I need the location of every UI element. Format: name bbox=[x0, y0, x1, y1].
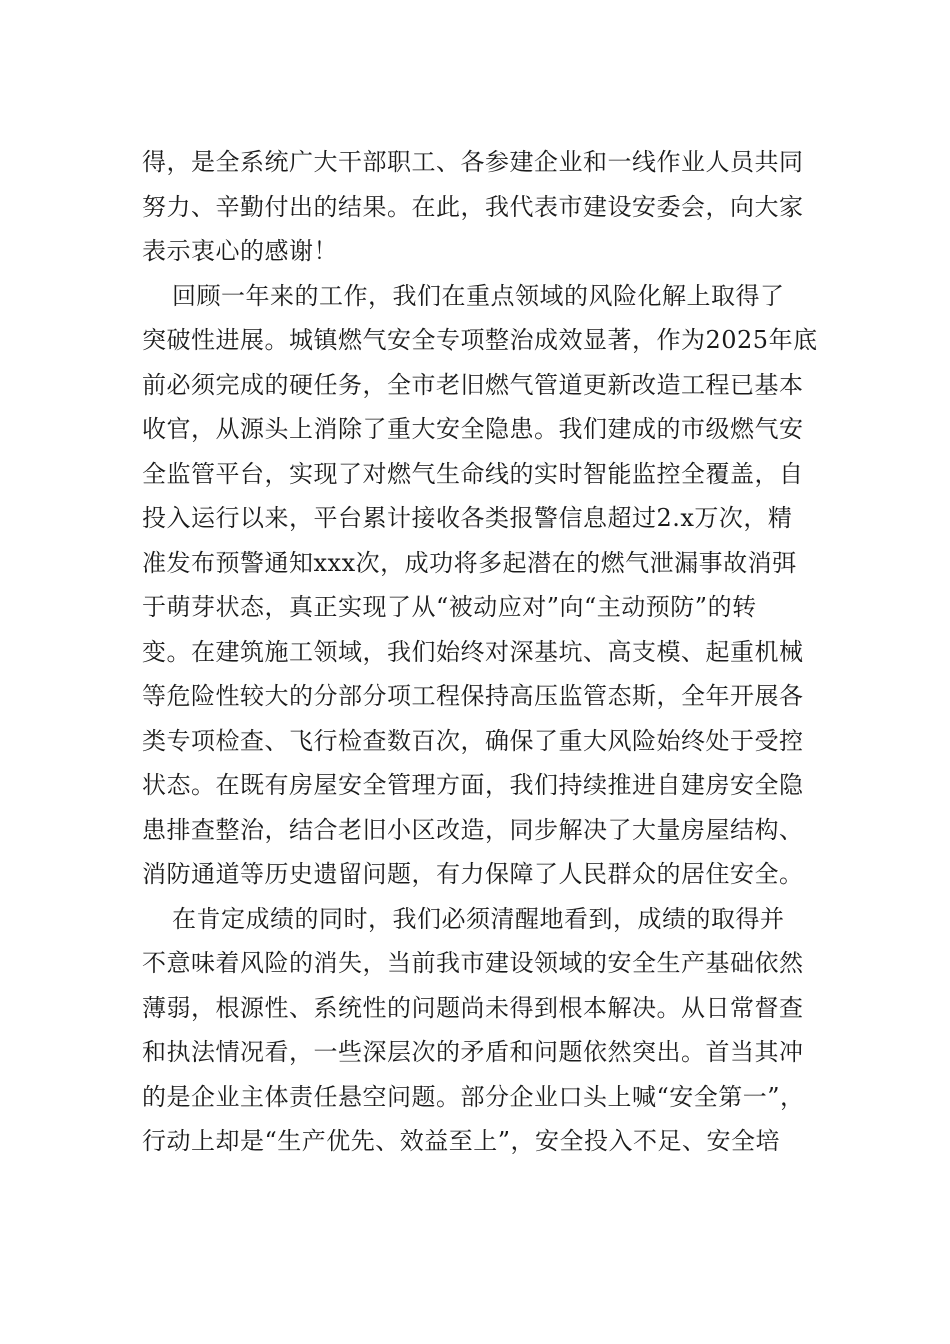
text-line: 变。在建筑施工领域，我们始终对深基坑、高支模、起重机械 bbox=[142, 637, 804, 666]
text-line: 表示衷心的感谢！ bbox=[142, 237, 338, 265]
text-line: 消防通道等历史遗留问题，有力保障了人民群众的居住安全。 bbox=[142, 860, 804, 888]
text-line: 等危险性较大的分部分项工程保持高压监管态斯，全年开展各 bbox=[142, 682, 804, 710]
text-line: 前必须完成的硬任务，全市老旧燃气管道更新改造工程已基本 bbox=[142, 370, 804, 399]
text-line: 全监管平台，实现了对燃气生命线的实时智能监控全覆盖，自 bbox=[142, 459, 804, 488]
text-line: 和执法情况看，一些深层次的矛盾和问题依然突出。首当其冲 bbox=[142, 1038, 804, 1066]
text-line: 薄弱，根源性、系统性的问题尚未得到根本解决。从日常督查 bbox=[142, 993, 804, 1022]
paragraph-3 bbox=[142, 897, 822, 1164]
text-line: 类专项检查、飞行检查数百次，确保了重大风险始终处于受控 bbox=[142, 726, 804, 755]
text-line: 患排查整治，结合老旧小区改造，同步解决了大量房屋结构、 bbox=[142, 815, 804, 844]
text-line: 得，是全系统广大干部职工、各参建企业和一线作业人员共同 bbox=[142, 148, 804, 176]
text-line: 准发布预警通知xxx次，成功将多起潜在的燃气泄漏事故消弭 bbox=[142, 548, 797, 577]
text-line: 努力、辛勤付出的结果。在此，我代表市建设安委会，向大家 bbox=[142, 192, 804, 221]
document-body bbox=[142, 140, 822, 1164]
text-line: 不意味着风险的消失，当前我市建设领域的安全生产基础依然 bbox=[142, 949, 804, 977]
text-line: 收官，从源头上消除了重大安全隐患。我们建成的市级燃气安 bbox=[142, 415, 804, 443]
text-line: 的是企业主体责任悬空问题。部分企业口头上喊“安全第一”， bbox=[142, 1082, 805, 1111]
text-line: 状态。在既有房屋安全管理方面，我们持续推进自建房安全隐 bbox=[142, 771, 804, 799]
text-line: 突破性进展。城镇燃气安全专项整治成效显著，作为2025年底 bbox=[142, 326, 818, 354]
text-line: 投入运行以来，平台累计接收各类报警信息超过2.x万次，精 bbox=[142, 504, 793, 532]
paragraph-2 bbox=[142, 274, 822, 897]
paragraph-1 bbox=[142, 140, 822, 274]
text-line: 回顾一年来的工作，我们在重点领域的风险化解上取得了 bbox=[172, 281, 785, 310]
text-line: 于萌芽状态，真正实现了从“被动应对”向“主动预防”的转 bbox=[142, 593, 757, 621]
text-line: 行动上却是“生产优先、效益至上”，安全投入不足、安全培 bbox=[142, 1127, 781, 1155]
text-line: 在肯定成绩的同时，我们必须清醒地看到，成绩的取得并 bbox=[172, 904, 785, 933]
